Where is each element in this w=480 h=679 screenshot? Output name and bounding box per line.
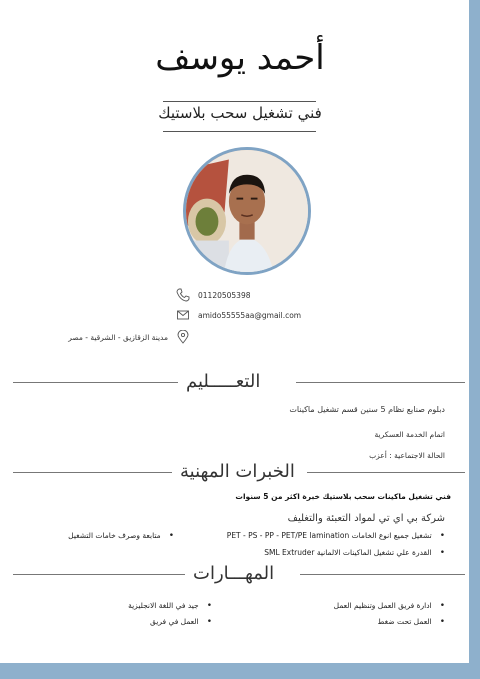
profile-photo-image	[186, 150, 308, 272]
experience-rule-left	[13, 472, 181, 473]
skills-section-header	[0, 563, 480, 585]
education-rule-left	[13, 382, 181, 383]
experience-bullet: • متابعة وصرف خامات التشغيل	[68, 531, 174, 541]
skills-bullet: • العمل تحت ضغط	[378, 617, 445, 627]
phone-icon	[176, 288, 190, 302]
skills-bullet: • العمل في فريق	[150, 617, 212, 627]
contact-email	[176, 307, 301, 323]
experience-bullet: • القدرة علي تشغيل الماكينات الالمانية SML Extruder	[264, 548, 445, 558]
location-icon	[176, 330, 190, 344]
phone-number: 01120505398	[198, 290, 251, 300]
email-address: amido55555aa@gmail.com	[198, 310, 302, 320]
profile-photo	[183, 147, 311, 275]
mail-icon	[176, 308, 190, 322]
job-title: فني تشغيل سحب بلاستيك	[158, 104, 322, 122]
skills-rule-left	[13, 574, 191, 575]
education-title: التعـــــليم	[178, 371, 268, 392]
experience-bullet: • تشغيل جميع انوع الخامات PET - PS - PP - PET/PE lamination	[227, 531, 445, 541]
experience-section-header	[0, 461, 480, 483]
contact-address	[68, 329, 190, 345]
skills-rule-right	[300, 574, 465, 575]
address-text: مدينة الزقازيق - الشرقية - مصر	[68, 332, 168, 342]
education-item: اتمام الخدمة العسكرية	[374, 430, 445, 439]
experience-company: شركة بي اي تي لمواد التعبئة والتغليف	[287, 513, 445, 524]
skills-title: المهـــارات	[185, 563, 282, 584]
skills-bullet: • جيد في اللغة الانجليزية	[128, 601, 212, 611]
title-divider-top	[163, 101, 316, 102]
education-rule-right	[296, 382, 465, 383]
title-divider-bottom	[163, 131, 316, 132]
experience-headline: فني تشغيل ماكينات سحب بلاستيك خبرة اكثر من 5 سنوات	[235, 492, 451, 501]
experience-title: الخبرات المهنية	[172, 461, 303, 482]
contact-phone	[176, 287, 251, 303]
candidate-name: أحمد يوسف	[155, 38, 325, 78]
education-section-header	[0, 371, 480, 393]
education-item: الحالة الاجتماعية : أعزب	[369, 451, 445, 460]
skills-bullet: • ادارة فريق العمل وتنظيم العمل	[334, 601, 445, 611]
experience-rule-right	[307, 472, 465, 473]
education-item: دبلوم صنايع نظام 5 سنين قسم تشغيل ماكينات	[289, 405, 445, 414]
